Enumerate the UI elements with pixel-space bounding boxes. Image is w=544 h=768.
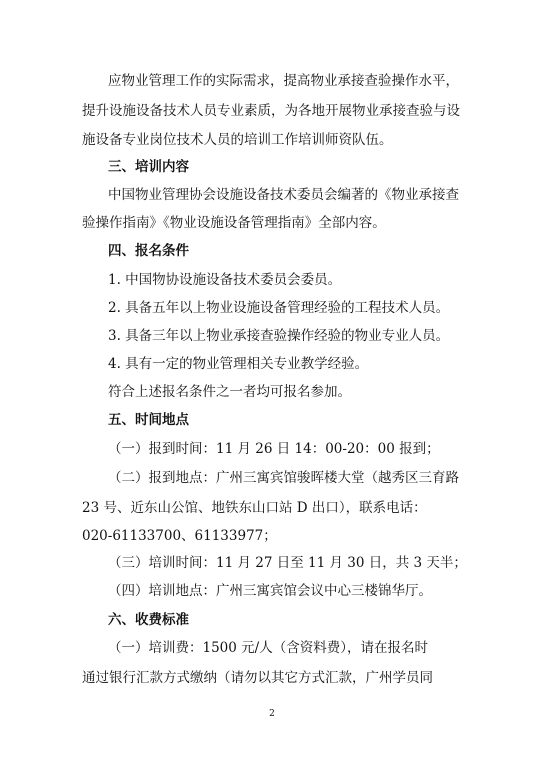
list-item: 3. 具备三年以上物业承接查验操作经验的物业专业人员。 xyxy=(108,328,450,344)
section-heading: 五、时间地点 xyxy=(108,412,189,428)
para-line: （二）报到地点：广州三寓宾馆骏晖楼大堂（越秀区三育路 xyxy=(108,470,459,486)
para-line: 验操作指南》《物业设施设备管理指南》全部内容。 xyxy=(82,215,386,231)
section-heading: 六、收费标准 xyxy=(108,612,189,628)
para-line: 23 号、近东山公馆、地铁东山口站 D 出口），联系电话： xyxy=(82,500,427,516)
para-line: 符合上述报名条件之一者均可报名参加。 xyxy=(108,384,351,400)
para-line: （一）培训费：1500 元/人（含资料费），请在报名时 xyxy=(108,640,428,656)
list-item: 2. 具备五年以上物业设施设备管理经验的工程技术人员。 xyxy=(108,300,450,316)
section-heading: 四、报名条件 xyxy=(108,243,189,259)
para-line: 中国物业管理协会设施设备技术委员会编著的《物业承接查 xyxy=(108,187,459,203)
list-item: 1. 中国物协设施设备技术委员会委员。 xyxy=(108,272,342,288)
para-line: 020-61133700、61133977； xyxy=(82,528,277,544)
list-item: 4. 具有一定的物业管理相关专业教学经验。 xyxy=(108,356,369,372)
page-number: 2 xyxy=(269,709,275,719)
para-line: （三）培训时间：11 月 27 日至 11 月 30 日，共 3 天半； xyxy=(108,555,467,571)
para-line: 应物业管理工作的实际需求，提高物业承接查验操作水平， xyxy=(108,73,459,89)
para-line: （四）培训地点：广州三寓宾馆会议中心三楼锦华厅。 xyxy=(108,583,432,599)
section-heading: 三、培训内容 xyxy=(108,159,189,175)
para-line: 施设备专业岗位技术人员的培训工作培训师资队伍。 xyxy=(82,132,393,148)
para-line: 提升设施设备技术人员专业素质，为各地开展物业承接查验与设 xyxy=(82,103,460,119)
para-line: 通过银行汇款方式缴纳（请勿以其它方式汇款，广州学员同 xyxy=(82,670,433,686)
para-line: （一）报到时间：11 月 26 日 14：00-20：00 报到； xyxy=(108,441,440,457)
